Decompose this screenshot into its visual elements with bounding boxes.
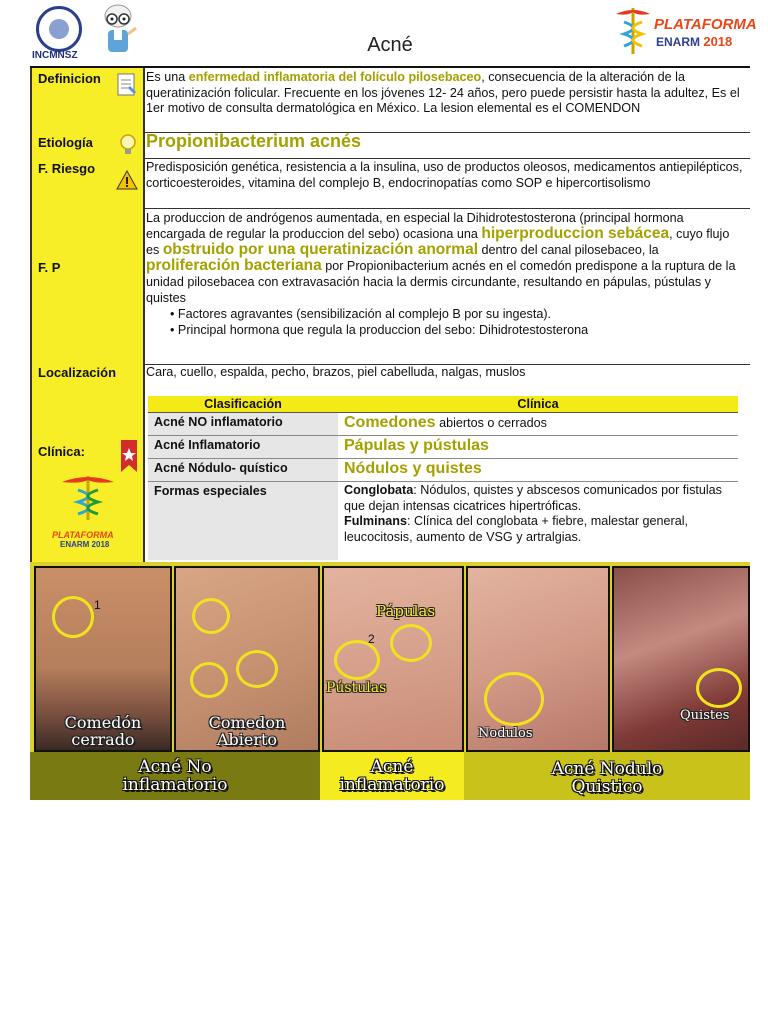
clinic-table-header bbox=[148, 396, 738, 413]
fp-bullet: • Factores agravantes (sensibilización al complejo B por su ingesta). bbox=[170, 307, 552, 321]
header-clasificacion: Clasificación bbox=[204, 397, 282, 411]
highlight-circle bbox=[696, 668, 742, 708]
photo-papulas-pustulas bbox=[322, 566, 464, 752]
brand-line2: ENARM 2018 bbox=[656, 34, 733, 49]
definicion-text: Es una enfermedad inflamatoria del folículo pilosebaceo, consecuencia de la alteración de la queratinización folicular. Frecuente en los jóvenes 12- 24 años, pero puede persistir hasta la adultez, Es el 1er motivo de consulta dermatológica en México. La lesion elemental es el COMENDON bbox=[146, 70, 740, 115]
photo-number: 2 bbox=[368, 632, 375, 646]
table-row: Acné Nódulo- quístico Nódulos y quistes bbox=[148, 459, 738, 482]
label-pustulas: Pústulas bbox=[326, 680, 387, 696]
org-label: INCMNSZ bbox=[32, 50, 78, 61]
photo-number: 1 bbox=[94, 598, 101, 612]
label-papulas: Pápulas bbox=[376, 602, 436, 620]
highlight-circle bbox=[484, 672, 544, 726]
highlight-circle bbox=[190, 662, 228, 698]
localizacion-text: Cara, cuello, espalda, pecho, brazos, piel cabelluda, nalgas, muslos bbox=[146, 365, 526, 379]
photo-quistes bbox=[612, 566, 750, 752]
photo-caption: Comedon Abierto bbox=[208, 713, 286, 749]
brand-line1: PLATAFORMA bbox=[654, 16, 757, 33]
row-riesgo bbox=[30, 158, 750, 209]
highlight-circle bbox=[334, 640, 380, 680]
photo-nodulos bbox=[466, 566, 610, 752]
highlight-circle bbox=[192, 598, 230, 634]
row-definicion bbox=[30, 68, 750, 133]
header bbox=[30, 0, 757, 68]
lightbulb-icon bbox=[118, 133, 138, 157]
caduceus-icon bbox=[48, 472, 128, 522]
row-label: Clínica: PLATAFORMA ENARM 2018 bbox=[30, 382, 145, 562]
highlight-circle bbox=[52, 596, 94, 638]
row-fp bbox=[30, 208, 750, 365]
document-icon bbox=[116, 72, 138, 98]
clinica-logo-line2: ENARM 2018 bbox=[60, 540, 110, 549]
etiologia-text: Propionibacterium acnés bbox=[146, 131, 362, 151]
photo-caption: Comedón cerrado bbox=[64, 713, 142, 749]
fp-text: La produccion de andrógenos aumentada, en especial la Dihidrotestosterona (principal hormona encargada de regular la produccion del sebo) ocasiona una hiperproduccion sebácea, cuyo flujo es obstruido por una queratinización anormal dentro del canal pilosebaceo, la proliferación bacteriana por Propionibacterium acnés en el comedón predispone a la ruptura de la unidad pilosebacea con extravasación hacia la dermis circundante, resultando en pápulas, pústulas y quistes • Factores agravantes (sensibilización al complejo B por su ingesta). • Principal hormona que regula la produccion del sebo: Dihidrotestosterona bbox=[146, 210, 746, 338]
photo-comedon-cerrado bbox=[34, 566, 172, 752]
table-row: Formas especiales Conglobata: Nódulos, quistes y abscesos comunicados por fistulas que dejan intensas cicatrices hipertróficas. Fulminans: Clínica del conglobata + fiebre, malestar general, leucocitosis, aumento de VSG y artralgias. bbox=[148, 482, 738, 560]
band-nodulo-quistico: Acné Nodulo Quistico bbox=[464, 752, 750, 800]
plataforma-enarm-logo bbox=[608, 4, 757, 58]
row-label: F. Riesgo bbox=[30, 158, 145, 208]
row-label: F. P bbox=[30, 208, 145, 364]
warning-icon bbox=[116, 170, 138, 190]
row-etiologia bbox=[30, 132, 750, 159]
bookmark-icon bbox=[118, 438, 140, 474]
table-row: Acné NO inflamatorio Comedones abiertos o cerrados bbox=[148, 413, 738, 436]
page-title: Acné bbox=[367, 34, 413, 56]
row-label: Localización bbox=[30, 364, 145, 382]
photo-caption: Nodulos bbox=[478, 726, 533, 741]
clinica-logo-line1: PLATAFORMA bbox=[52, 530, 114, 540]
highlight-circle bbox=[390, 624, 432, 662]
row-label: Definicion bbox=[30, 68, 145, 132]
table-row: Acné Inflamatorio Pápulas y pústulas bbox=[148, 436, 738, 459]
photo-strip bbox=[30, 562, 750, 752]
band-inflamatorio: Acné inflamatorio bbox=[320, 752, 464, 800]
band-no-inflamatorio: Acné No inflamatorio bbox=[30, 752, 320, 800]
header-clinica: Clínica bbox=[517, 397, 559, 411]
fp-bullet: • Principal hormona que regula la produccion del sebo: Dihidrotestosterona bbox=[170, 323, 589, 337]
photo-comedon-abierto bbox=[174, 566, 320, 752]
document-sheet bbox=[30, 0, 757, 800]
caduceus-icon bbox=[608, 4, 658, 58]
row-localizacion bbox=[30, 364, 750, 383]
photo-caption: Quistes bbox=[680, 708, 730, 723]
riesgo-text: Predisposición genética, resistencia a la insulina, uso de productos oleosos, medicamentos antiepilépticos, corticoesteroides, vitamina del complejo B, endocrinopatías como SOP e hipercortisolismo bbox=[146, 160, 743, 190]
row-label: Etiología bbox=[30, 132, 145, 158]
highlight-circle bbox=[236, 650, 278, 688]
